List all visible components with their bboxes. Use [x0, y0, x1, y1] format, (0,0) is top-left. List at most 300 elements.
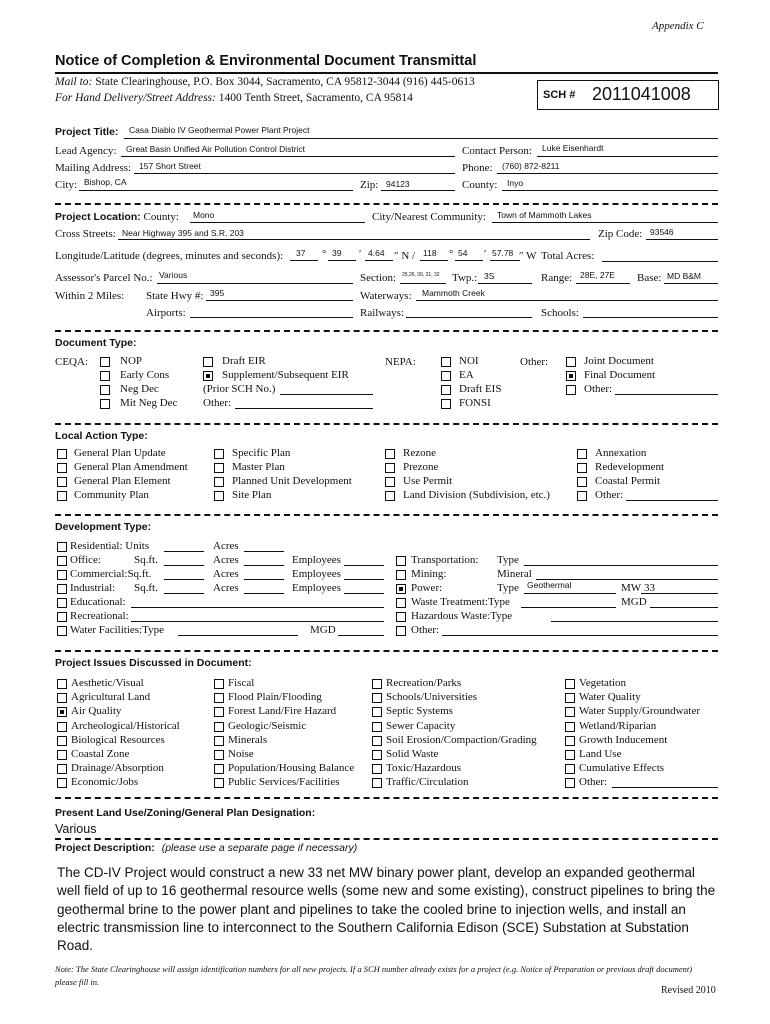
other-doc-option-label: Other:: [584, 383, 613, 395]
mailing-field[interactable]: [134, 173, 455, 174]
issue-recreation-parks-label: Recreation/Parks: [386, 677, 462, 689]
prior-sch-label: (Prior SCH No.): [203, 383, 276, 395]
cross-streets-value: Near Highway 395 and S.R. 203: [122, 228, 244, 238]
issue-agricultural-land-checkbox[interactable]: [57, 693, 67, 703]
issue-biological-resources-checkbox[interactable]: [57, 736, 67, 746]
north-label: ″ N /: [394, 250, 416, 262]
coastal-permit-checkbox[interactable]: [577, 477, 587, 487]
land-division-checkbox[interactable]: [385, 491, 395, 501]
water-type-field[interactable]: [178, 635, 298, 636]
pud-checkbox[interactable]: [214, 477, 224, 487]
office-label: Office:: [70, 554, 101, 566]
waste-mgd-field[interactable]: [650, 607, 718, 608]
rezone-label: Rezone: [403, 447, 436, 459]
location-line: Project Location: County:: [55, 211, 179, 223]
issue-vegetation-checkbox[interactable]: [565, 679, 575, 689]
commercial-employees-field[interactable]: [344, 579, 384, 580]
industrial-employees-field[interactable]: [344, 593, 384, 594]
phone-field[interactable]: [497, 173, 718, 174]
issue-water-quality-label: Water Quality: [579, 691, 641, 704]
prezone-checkbox[interactable]: [385, 463, 395, 473]
mining-checkbox[interactable]: [396, 570, 406, 580]
lead-agency-field[interactable]: [121, 156, 455, 157]
residential-acres-field[interactable]: [244, 551, 284, 552]
zip-code-field[interactable]: [646, 239, 718, 240]
schools-field[interactable]: [583, 317, 718, 318]
issue-noise-label: Noise: [228, 748, 254, 760]
lat-min-field[interactable]: [328, 260, 356, 261]
zip-code-value: 93546: [650, 227, 674, 237]
divider: [55, 650, 718, 652]
ceqa-label: CEQA:: [55, 356, 88, 368]
hazardous-waste-checkbox[interactable]: [396, 612, 406, 622]
issue-cumulative-effects-checkbox[interactable]: [565, 764, 575, 774]
issue-traffic-circulation-label: Traffic/Circulation: [386, 776, 469, 789]
issue-public-services-facilities-label: Public Services/Facilities: [228, 776, 340, 789]
issue-other-checkbox[interactable]: [565, 778, 575, 788]
issue-coastal-zone-checkbox[interactable]: [57, 750, 67, 760]
issue-air-quality-checkbox[interactable]: [57, 707, 67, 717]
land-use-heading: Present Land Use/Zoning/General Plan Designation:: [55, 807, 316, 819]
issue-growth-inducement-label: Growth Inducement: [579, 733, 668, 746]
educational-field[interactable]: [131, 607, 384, 608]
base-value: MD B&M: [667, 271, 701, 281]
divider: [55, 514, 718, 516]
waste-type-field[interactable]: [521, 607, 616, 608]
power-type-field[interactable]: [524, 593, 616, 594]
redevelopment-checkbox[interactable]: [577, 463, 587, 473]
issue-soil-erosion-compaction-grading-label: Soil Erosion/Compaction/Grading: [386, 733, 537, 746]
lat-deg-field[interactable]: [290, 260, 318, 261]
draft-eis-checkbox[interactable]: [441, 385, 451, 395]
acres-label: Acres: [213, 554, 239, 566]
issue-archeological-historical-checkbox[interactable]: [57, 722, 67, 732]
zip-field[interactable]: [381, 190, 455, 191]
city-value: Bishop, CA: [84, 177, 127, 187]
residential-units-field[interactable]: [164, 551, 204, 552]
power-type-value: Geothermal: [527, 580, 572, 590]
base-label: Base:: [637, 272, 662, 284]
project-title-value: Casa Diablo IV Geothermal Power Plant Project: [129, 125, 310, 135]
type-label: Type: [497, 554, 519, 566]
hazardous-waste-label: Hazardous Waste:Type: [411, 610, 513, 622]
residential-label: Residential: Units: [70, 540, 150, 552]
site-plan-label: Site Plan: [232, 489, 272, 501]
issue-solid-waste-checkbox[interactable]: [372, 750, 382, 760]
lead-agency-label: Lead Agency:: [55, 145, 117, 157]
hwy-value: 395: [210, 288, 225, 298]
contact-label: Contact Person:: [462, 145, 532, 157]
minute-symbol: ′: [484, 248, 487, 260]
community-plan-checkbox[interactable]: [57, 491, 67, 501]
final-doc-checkbox[interactable]: [566, 371, 576, 381]
dev-other-label: Other:: [411, 624, 440, 636]
educational-label: Educational:: [70, 596, 126, 608]
ceqa-other-field[interactable]: [235, 408, 373, 409]
project-title-field[interactable]: [124, 138, 718, 139]
final-doc-label: Final Document: [584, 369, 656, 381]
annexation-label: Annexation: [595, 447, 647, 459]
appendix-label: Appendix C: [652, 20, 704, 32]
divider: [55, 838, 718, 840]
transportation-label: Transportation:: [411, 554, 479, 566]
pud-label: Planned Unit Development: [232, 475, 352, 487]
sqft-label: Sq.ft.: [134, 582, 158, 594]
lon-sec-value: 57.78: [492, 248, 514, 258]
issue-cumulative-effects-label: Cumulative Effects: [579, 762, 665, 775]
acres-label: Acres: [213, 568, 239, 580]
issue-agricultural-land-label: Agricultural Land: [71, 691, 151, 704]
issue-sewer-capacity-checkbox[interactable]: [372, 722, 382, 732]
issue-land-use-checkbox[interactable]: [565, 750, 575, 760]
issue-drainage-absorption-label: Drainage/Absorption: [71, 762, 164, 775]
specific-plan-checkbox[interactable]: [214, 449, 224, 459]
issue-septic-systems-checkbox[interactable]: [372, 707, 382, 717]
mining-label: Mining:: [411, 568, 447, 580]
issue-aesthetic-visual-checkbox[interactable]: [57, 679, 67, 689]
base-field[interactable]: [664, 283, 718, 284]
issue-minerals-label: Minerals: [228, 733, 268, 746]
issue-population-housing-balance-checkbox[interactable]: [214, 764, 224, 774]
office-acres-field[interactable]: [244, 565, 284, 566]
recreational-checkbox[interactable]: [57, 612, 67, 622]
issue-noise-checkbox[interactable]: [214, 750, 224, 760]
issue-water-supply-groundwater-label: Water Supply/Groundwater: [579, 705, 700, 718]
city-label: City:: [55, 179, 78, 191]
nop-label: NOP: [120, 355, 143, 367]
industrial-label: Industrial:: [70, 582, 116, 594]
lat-sec-field[interactable]: [365, 260, 393, 261]
total-acres-field[interactable]: [602, 261, 718, 262]
acres-label: Acres: [213, 540, 239, 552]
water-facilities-label: Water Facilities:Type: [70, 624, 164, 636]
annexation-checkbox[interactable]: [577, 449, 587, 459]
airports-label: Airports:: [146, 307, 186, 319]
lon-min-field[interactable]: [455, 260, 483, 261]
noi-label: NOI: [459, 355, 479, 367]
recreational-label: Recreational:: [70, 610, 129, 622]
lat-deg-value: 37: [296, 248, 306, 258]
project-description[interactable]: The CD-IV Project would construct a new 33 net MW binary power plant, develop an expanded geothermal well field of up to 16 geothermal resource wells (some new and some existing), construct pipelines to bring the geothermal brine to the power plant and pipelines to take the cooled brine to injection wells, and install an electric transmission line to interconnect to the Southern California Edison (SCE) Substation at Substation Road.: [57, 865, 716, 954]
minute-symbol: ′: [359, 248, 362, 260]
issue-economic-jobs-checkbox[interactable]: [57, 778, 67, 788]
range-value: 28E, 27E: [580, 270, 615, 280]
twp-label: Twp.:: [452, 272, 478, 284]
mit-neg-dec-label: Mit Neg Dec: [120, 397, 178, 409]
city-field[interactable]: [79, 190, 353, 191]
community-plan-label: Community Plan: [74, 489, 149, 501]
noi-checkbox[interactable]: [441, 357, 451, 367]
water-mgd-field[interactable]: [338, 635, 384, 636]
sch-label: SCH #: [543, 89, 576, 101]
mailing-value: 157 Short Street: [139, 161, 201, 171]
location-county-value: Mono: [193, 210, 215, 220]
master-plan-checkbox[interactable]: [214, 463, 224, 473]
doc-type-heading: Document Type:: [55, 337, 137, 349]
railways-field[interactable]: [406, 317, 532, 318]
mit-neg-dec-checkbox[interactable]: [100, 399, 110, 409]
redevelopment-label: Redevelopment: [595, 461, 665, 473]
issue-air-quality-label: Air Quality: [71, 705, 122, 718]
issue-other-field[interactable]: [612, 787, 718, 788]
cross-streets-label: Cross Streets:: [55, 228, 116, 240]
range-field[interactable]: [576, 283, 630, 284]
sch-box: [537, 80, 719, 110]
fonsi-checkbox[interactable]: [441, 399, 451, 409]
draft-eis-label: Draft EIS: [459, 383, 502, 395]
local-other-field[interactable]: [626, 500, 718, 501]
rezone-checkbox[interactable]: [385, 449, 395, 459]
hand-delivery-line: For Hand Delivery/Street Address: 1400 Tenth Street, Sacramento, CA 95814: [55, 92, 413, 104]
ea-checkbox[interactable]: [441, 371, 451, 381]
issue-soil-erosion-compaction-grading-checkbox[interactable]: [372, 736, 382, 746]
waterways-value: Mammoth Creek: [422, 288, 485, 298]
degree-symbol: °: [449, 248, 454, 260]
issue-minerals-checkbox[interactable]: [214, 736, 224, 746]
issue-traffic-circulation-checkbox[interactable]: [372, 778, 382, 788]
issue-aesthetic-visual-label: Aesthetic/Visual: [71, 677, 144, 689]
ceqa-other-label: Other:: [203, 397, 232, 409]
within-label: Within 2 Miles:: [55, 290, 125, 302]
community-label: City/Nearest Community:: [372, 211, 486, 223]
local-other-checkbox[interactable]: [577, 491, 587, 501]
lon-sec-field[interactable]: [490, 260, 520, 261]
acres-label: Acres: [213, 582, 239, 594]
mw-label: MW: [621, 582, 642, 594]
prezone-label: Prezone: [403, 461, 439, 473]
employees-label: Employees: [292, 568, 341, 580]
local-other-label: Other:: [595, 489, 624, 501]
issue-growth-inducement-checkbox[interactable]: [565, 736, 575, 746]
ea-label: EA: [459, 369, 474, 381]
contact-value: Luke Eisenhardt: [542, 143, 604, 153]
issue-population-housing-balance-label: Population/Housing Balance: [228, 762, 355, 775]
apn-value: Various: [159, 270, 188, 280]
industrial-checkbox[interactable]: [57, 584, 67, 594]
issue-flood-plain-flooding-checkbox[interactable]: [214, 693, 224, 703]
gp-amendment-label: General Plan Amendment: [74, 461, 188, 473]
degree-symbol: °: [322, 248, 327, 260]
revised-label: Revised 2010: [661, 985, 716, 996]
joint-doc-checkbox[interactable]: [566, 357, 576, 367]
other-doc-label: Other:: [520, 356, 549, 368]
early-cons-label: Early Cons: [120, 369, 170, 381]
lat-min-value: 39: [332, 248, 342, 258]
waterways-label: Waterways:: [360, 290, 412, 302]
phone-label: Phone:: [462, 162, 493, 174]
issue-flood-plain-flooding-label: Flood Plain/Flooding: [228, 691, 322, 704]
airports-field[interactable]: [190, 317, 353, 318]
issue-schools-universities-checkbox[interactable]: [372, 693, 382, 703]
other-doc-field[interactable]: [615, 394, 718, 395]
issue-water-supply-groundwater-checkbox[interactable]: [565, 707, 575, 717]
waste-treatment-checkbox[interactable]: [396, 598, 406, 608]
issue-archeological-historical-label: Archeological/Historical: [71, 719, 180, 732]
lon-deg-value: 118: [423, 248, 437, 258]
hwy-label: State Hwy #:: [146, 290, 204, 302]
schools-label: Schools:: [541, 307, 579, 319]
issue-schools-universities-label: Schools/Universities: [386, 691, 478, 704]
commercial-checkbox[interactable]: [57, 570, 67, 580]
section-value: 25,26, 30, 31, 32: [402, 272, 440, 278]
type-label: Type: [497, 582, 519, 594]
phone-value: (760) 872-8211: [502, 161, 560, 171]
residential-checkbox[interactable]: [57, 542, 67, 552]
fonsi-label: FONSI: [459, 397, 491, 409]
other-doc-checkbox[interactable]: [566, 385, 576, 395]
gp-element-checkbox[interactable]: [57, 477, 67, 487]
dev-other-field[interactable]: [442, 635, 718, 636]
mailing-label: Mailing Address:: [55, 162, 132, 174]
issue-toxic-hazardous-label: Toxic/Hazardous: [386, 762, 461, 775]
issues-heading: Project Issues Discussed in Document:: [55, 657, 252, 669]
divider: [55, 330, 718, 332]
transportation-type-field[interactable]: [524, 565, 718, 566]
twp-field[interactable]: [478, 283, 532, 284]
hwy-field[interactable]: [206, 300, 353, 301]
issue-public-services-facilities-checkbox[interactable]: [214, 778, 224, 788]
issue-land-use-label: Land Use: [579, 748, 622, 760]
supplement-eir-checkbox[interactable]: [203, 371, 213, 381]
page-title: Notice of Completion & Environmental Document Transmittal: [55, 53, 477, 69]
nop-checkbox[interactable]: [100, 357, 110, 367]
mail-to-line: Mail to: State Clearinghouse, P.O. Box 3044, Sacramento, CA 95812-3044 (916) 445-0613: [55, 76, 475, 88]
supplement-eir-label: Supplement/Subsequent EIR: [222, 369, 349, 381]
project-title-label: Project Title:: [55, 126, 119, 138]
specific-plan-label: Specific Plan: [232, 447, 291, 459]
latlon-label: Longitude/Latitude (degrees, minutes and seconds):: [55, 250, 284, 262]
sch-number[interactable]: 2011041008: [592, 84, 691, 104]
use-permit-checkbox[interactable]: [385, 477, 395, 487]
joint-doc-label: Joint Document: [584, 355, 654, 367]
gp-update-checkbox[interactable]: [57, 449, 67, 459]
early-cons-checkbox[interactable]: [100, 371, 110, 381]
power-checkbox[interactable]: [396, 584, 406, 594]
mw-value: 33: [644, 582, 655, 594]
issue-solid-waste-label: Solid Waste: [386, 748, 439, 760]
location-county-field[interactable]: [190, 222, 365, 223]
recreational-field[interactable]: [131, 621, 384, 622]
issue-vegetation-label: Vegetation: [579, 677, 627, 689]
development-heading: Development Type:: [55, 521, 152, 533]
cross-streets-field[interactable]: [118, 239, 590, 240]
commercial-label: Commercial:Sq.ft.: [70, 568, 152, 580]
prior-sch-field[interactable]: [280, 394, 373, 395]
issue-fiscal-label: Fiscal: [228, 677, 255, 689]
issue-biological-resources-label: Biological Resources: [71, 733, 165, 746]
issue-wetland-riparian-checkbox[interactable]: [565, 722, 575, 732]
mgd-label: MGD: [310, 624, 336, 636]
power-label: Power:: [411, 582, 443, 594]
lon-deg-field[interactable]: [420, 260, 448, 261]
divider: [55, 797, 718, 799]
issue-other-label: Other:: [579, 776, 608, 789]
waterways-field[interactable]: [416, 300, 718, 301]
footnote: Note: The State Clearinghouse will assign identification numbers for all new projects. If a SCH number already exists for a project (e.g. Notice of Preparation or previous draft document) please fill in.: [55, 964, 693, 987]
employees-label: Employees: [292, 554, 341, 566]
community-field[interactable]: [492, 222, 718, 223]
lon-min-value: 54: [458, 248, 468, 258]
issue-coastal-zone-label: Coastal Zone: [71, 748, 130, 760]
gp-amendment-checkbox[interactable]: [57, 463, 67, 473]
neg-dec-checkbox[interactable]: [100, 385, 110, 395]
issue-sewer-capacity-label: Sewer Capacity: [386, 719, 456, 732]
mineral-label: Mineral: [497, 568, 532, 580]
neg-dec-label: Neg Dec: [120, 383, 159, 395]
industrial-acres-field[interactable]: [244, 593, 284, 594]
local-action-heading: Local Action Type:: [55, 430, 148, 442]
gp-element-label: General Plan Element: [74, 475, 171, 487]
twp-value: 3S: [484, 271, 495, 281]
zip-value: 94123: [386, 179, 410, 189]
issue-recreation-parks-checkbox[interactable]: [372, 679, 382, 689]
zip-label: Zip:: [360, 179, 379, 191]
use-permit-label: Use Permit: [403, 475, 453, 487]
sqft-label: Sq.ft.: [134, 554, 158, 566]
county-field[interactable]: [502, 190, 718, 191]
community-value: Town of Mammoth Lakes: [497, 210, 592, 220]
office-sqft-field[interactable]: [164, 565, 204, 566]
gp-update-label: General Plan Update: [74, 447, 166, 459]
title-rule: [55, 72, 718, 74]
office-employees-field[interactable]: [344, 565, 384, 566]
issue-drainage-absorption-checkbox[interactable]: [57, 764, 67, 774]
total-acres-label: Total Acres:: [541, 250, 595, 262]
coastal-permit-label: Coastal Permit: [595, 475, 661, 487]
land-use-value[interactable]: Various: [55, 822, 97, 836]
commercial-acres-field[interactable]: [244, 579, 284, 580]
divider: [55, 203, 718, 205]
water-facilities-checkbox[interactable]: [57, 626, 67, 636]
issue-geologic-seismic-label: Geologic/Seismic: [228, 719, 307, 732]
description-heading-row: Project Description: (please use a separate page if necessary): [55, 842, 358, 854]
draft-eir-label: Draft EIR: [222, 355, 266, 367]
draft-eir-checkbox[interactable]: [203, 357, 213, 367]
industrial-sqft-field[interactable]: [164, 593, 204, 594]
master-plan-label: Master Plan: [232, 461, 285, 473]
lat-sec-value: 4.64: [368, 248, 385, 258]
educational-checkbox[interactable]: [57, 598, 67, 608]
issue-economic-jobs-label: Economic/Jobs: [71, 776, 139, 789]
issue-septic-systems-label: Septic Systems: [386, 705, 453, 718]
issue-geologic-seismic-checkbox[interactable]: [214, 722, 224, 732]
employees-label: Employees: [292, 582, 341, 594]
office-checkbox[interactable]: [57, 556, 67, 566]
dev-other-checkbox[interactable]: [396, 626, 406, 636]
issue-water-quality-checkbox[interactable]: [565, 693, 575, 703]
apn-label: Assessor's Parcel No.:: [55, 272, 153, 284]
site-plan-checkbox[interactable]: [214, 491, 224, 501]
contact-field[interactable]: [537, 156, 718, 157]
land-division-label: Land Division (Subdivision, etc.): [403, 489, 550, 501]
railways-label: Railways:: [360, 307, 404, 319]
transportation-checkbox[interactable]: [396, 556, 406, 566]
section-field[interactable]: [400, 283, 446, 284]
commercial-sqft-field[interactable]: [164, 579, 204, 580]
apn-field[interactable]: [157, 283, 353, 284]
issue-forest-land-fire-hazard-checkbox[interactable]: [214, 707, 224, 717]
west-label: ″ W: [519, 250, 537, 262]
section-label: Section:: [360, 272, 397, 284]
mgd-label: MGD: [621, 596, 647, 608]
issue-toxic-hazardous-checkbox[interactable]: [372, 764, 382, 774]
zip-code-label: Zip Code:: [598, 228, 643, 240]
issue-forest-land-fire-hazard-label: Forest Land/Fire Hazard: [228, 705, 337, 718]
hazardous-type-field[interactable]: [551, 621, 718, 622]
waste-treatment-label: Waste Treatment:Type: [411, 596, 510, 608]
issue-fiscal-checkbox[interactable]: [214, 679, 224, 689]
nepa-label: NEPA:: [385, 356, 416, 368]
